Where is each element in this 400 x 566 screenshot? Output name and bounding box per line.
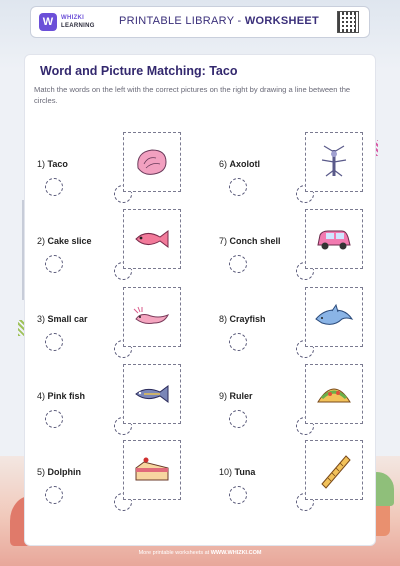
shell-icon: [130, 142, 174, 182]
answer-circle[interactable]: [45, 255, 63, 273]
answer-circle[interactable]: [229, 178, 247, 196]
answer-circle[interactable]: [229, 333, 247, 351]
answer-circle[interactable]: [45, 410, 63, 428]
word-label: 1) Taco: [37, 159, 68, 169]
logo-line-2: LEARNING: [61, 23, 95, 29]
worksheet-instructions: Match the words on the left with the correct pictures on the right by drawing a line between the circles.: [34, 85, 351, 105]
answer-circle[interactable]: [45, 333, 63, 351]
header-title-prefix: PRINTABLE LIBRARY -: [119, 15, 245, 27]
ruler-icon: [312, 450, 356, 490]
logo-line-1: WHIZKI: [61, 15, 85, 21]
picture-box-car: [305, 209, 363, 269]
picture-box-shell: [123, 132, 181, 192]
whizki-logo[interactable]: [39, 13, 95, 31]
word-label: 3) Small car: [37, 314, 88, 324]
footer-site-link[interactable]: WWW.WHIZKI.COM: [210, 550, 262, 556]
word-label: 10) Tuna: [219, 467, 256, 477]
picture-box-axolotl: [123, 287, 181, 347]
word-label: 4) Pink fish: [37, 391, 86, 401]
dolphin-icon: [312, 297, 356, 337]
answer-circle[interactable]: [229, 255, 247, 273]
axolotl-icon: [130, 297, 174, 337]
cake-icon: [130, 450, 174, 490]
answer-circle[interactable]: [229, 410, 247, 428]
picture-box-fish: [123, 209, 181, 269]
logo-badge: W: [39, 13, 57, 31]
footer-text: More printable worksheets at WWW.WHIZKI.COM: [138, 550, 262, 556]
word-label: 7) Conch shell: [219, 236, 281, 246]
answer-circle[interactable]: [45, 486, 63, 504]
picture-box-crayfish: [305, 132, 363, 192]
header-title-emphasis: WORKSHEET: [244, 15, 320, 27]
fish-icon: [130, 219, 174, 259]
picture-box-dolphin: [305, 287, 363, 347]
car-icon: [312, 219, 356, 259]
picture-box-cake: [123, 440, 181, 500]
picture-box-taco: [305, 364, 363, 424]
answer-circle[interactable]: [45, 178, 63, 196]
word-label: 8) Crayfish: [219, 314, 266, 324]
header-title: [119, 15, 319, 27]
picture-box-tuna: [123, 364, 181, 424]
qr-code-icon[interactable]: [337, 11, 359, 33]
word-label: 9) Ruler: [219, 391, 253, 401]
crayfish-icon: [312, 142, 356, 182]
taco-icon: [312, 374, 356, 414]
answer-circle[interactable]: [229, 486, 247, 504]
header-bar: [30, 6, 370, 38]
worksheet-title: Word and Picture Matching: Taco: [40, 64, 238, 78]
word-label: 2) Cake slice: [37, 236, 92, 246]
tuna-icon: [130, 374, 174, 414]
word-label: 6) Axolotl: [219, 159, 261, 169]
word-label: 5) Dolphin: [37, 467, 82, 477]
picture-box-ruler: [305, 440, 363, 500]
